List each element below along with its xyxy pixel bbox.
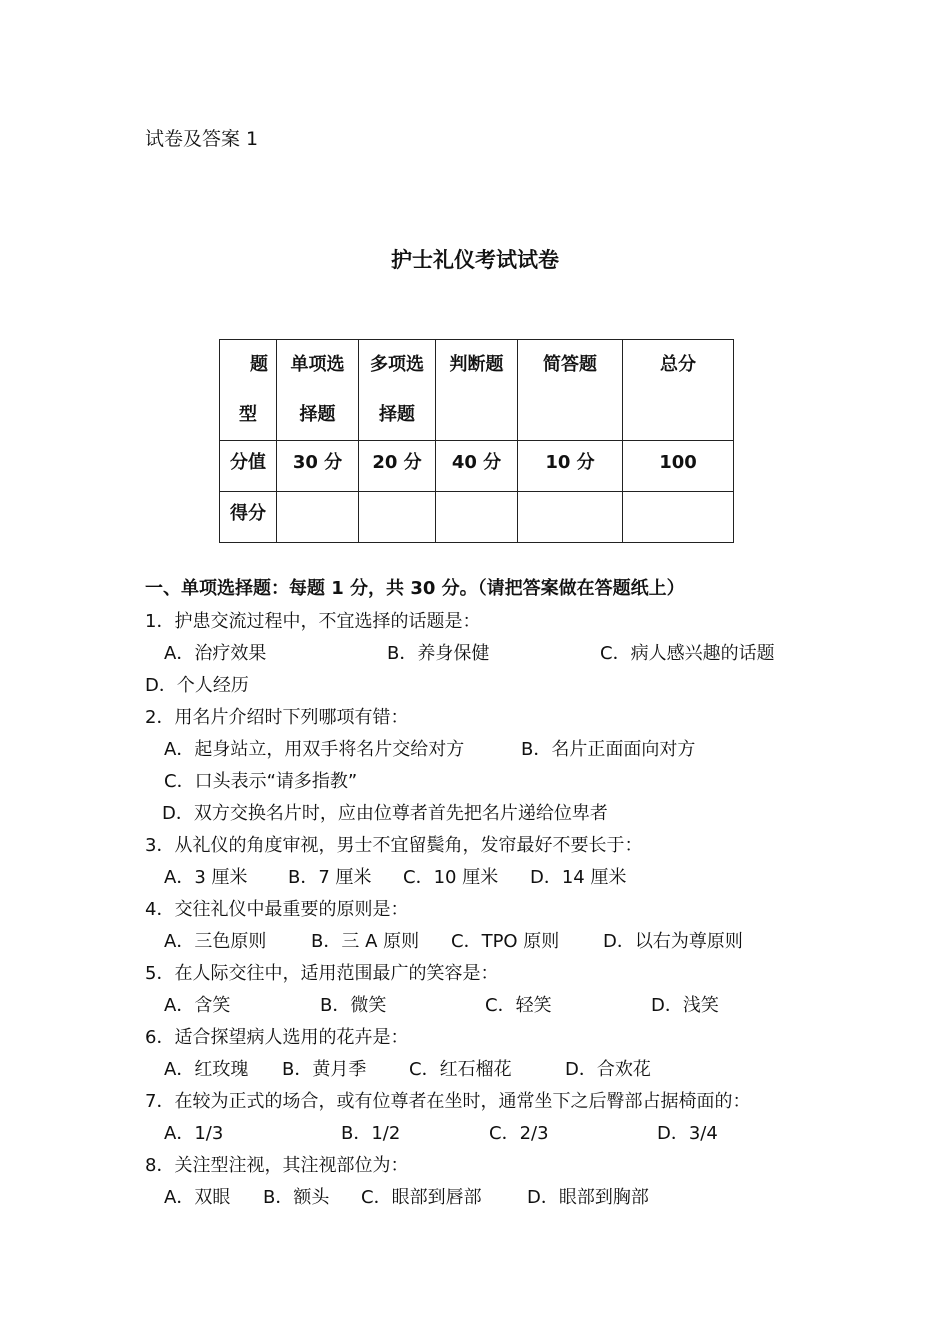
question-1-option-b: B．养身保健 <box>387 643 490 664</box>
question-7-option-b: B．1/2 <box>341 1123 401 1144</box>
question-2: 2．用名片介绍时下列哪项有错： <box>145 707 409 728</box>
question-2-option-c: C．口头表示“请多指教” <box>164 771 358 792</box>
header-text: 型 <box>239 404 257 425</box>
table-cell-blank[interactable] <box>359 492 436 543</box>
header-text: 题 <box>250 354 268 375</box>
table-cell-blank[interactable] <box>623 492 734 543</box>
header-cell-short-answer <box>518 340 623 441</box>
question-2-option-a: A．起身站立，用双手将名片交给对方 <box>164 739 465 760</box>
header-text: 总分 <box>660 354 696 375</box>
table-cell: 20 分 <box>359 441 436 492</box>
score-table <box>219 339 734 543</box>
question-3-option-b: B．7 厘米 <box>288 867 372 888</box>
question-1-option-c: C．病人感兴趣的话题 <box>600 643 775 664</box>
header-cell-true-false <box>436 340 518 441</box>
table-cell: 100 <box>623 441 734 492</box>
question-6-option-a: A．红玫瑰 <box>164 1059 249 1080</box>
question-8-option-b: B．额头 <box>263 1187 330 1208</box>
header-cell-multi-choice <box>359 340 436 441</box>
table-cell: 40 分 <box>436 441 518 492</box>
header-text: 择题 <box>299 404 336 425</box>
question-5-option-d: D．浅笑 <box>651 995 719 1016</box>
table-cell: 10 分 <box>518 441 623 492</box>
question-1-option-a: A．治疗效果 <box>164 643 267 664</box>
question-8-option-c: C．眼部到唇部 <box>361 1187 482 1208</box>
header-text: 择题 <box>379 404 415 425</box>
table-cell-blank[interactable] <box>436 492 518 543</box>
question-8: 8．关注型注视，其注视部位为： <box>145 1155 409 1176</box>
question-7-option-d: D．3/4 <box>657 1123 718 1144</box>
question-6: 6．适合探望病人选用的花卉是： <box>145 1027 409 1048</box>
question-3-option-c: C．10 厘米 <box>403 867 499 888</box>
question-4-option-b: B．三 A 原则 <box>311 931 420 952</box>
question-4-option-c: C．TPO 原则 <box>451 931 560 952</box>
question-7: 7．在较为正式的场合，或有位尊者在坐时，通常坐下之后臀部占据椅面的： <box>145 1091 751 1112</box>
table-cell-blank[interactable] <box>277 492 359 543</box>
header-text: 简答题 <box>543 354 597 375</box>
table-cell-blank[interactable] <box>518 492 623 543</box>
question-6-option-d: D．合欢花 <box>565 1059 651 1080</box>
header-text: 单项选 <box>290 354 345 375</box>
question-5-option-b: B．微笑 <box>320 995 387 1016</box>
question-4-option-d: D．以右为尊原则 <box>603 931 743 952</box>
question-6-option-b: B．黄月季 <box>282 1059 367 1080</box>
question-8-option-a: A．双眼 <box>164 1187 231 1208</box>
header-text: 多项选 <box>370 354 424 375</box>
question-3-option-d: D．14 厘米 <box>530 867 627 888</box>
question-4-option-a: A．三色原则 <box>164 931 267 952</box>
question-2-option-b: B．名片正面面向对方 <box>521 739 696 760</box>
question-1: 1．护患交流过程中，不宜选择的话题是： <box>145 611 481 632</box>
table-cell: 分值 <box>220 441 277 492</box>
header-cell-total <box>623 340 734 441</box>
question-6-option-c: C．红石榴花 <box>409 1059 512 1080</box>
question-4: 4．交往礼仪中最重要的原则是： <box>145 899 409 920</box>
question-2-option-d: D．双方交换名片时，应由位尊者首先把名片递给位卑者 <box>162 803 608 824</box>
section-heading: 一、单项选择题：每题 1 分，共 30 分。（请把答案做在答题纸上） <box>145 578 685 599</box>
table-row-points <box>220 441 734 492</box>
question-3-option-a: A．3 厘米 <box>164 867 248 888</box>
question-5: 5．在人际交往中，适用范围最广的笑容是： <box>145 963 499 984</box>
question-5-option-a: A．含笑 <box>164 995 231 1016</box>
question-7-option-a: A．1/3 <box>164 1123 224 1144</box>
page-title: 护士礼仪考试试卷 <box>391 248 559 272</box>
header-cell-single-choice <box>277 340 359 441</box>
table-cell: 得分 <box>220 492 277 543</box>
table-cell: 30 分 <box>277 441 359 492</box>
question-1-option-d: D．个人经历 <box>145 675 249 696</box>
question-8-option-d: D．眼部到胸部 <box>527 1187 649 1208</box>
question-5-option-c: C．轻笑 <box>485 995 552 1016</box>
table-row-score <box>220 492 734 543</box>
header-cell-type <box>220 340 277 441</box>
header-label: 试卷及答案 1 <box>145 128 259 150</box>
header-text: 判断题 <box>449 354 504 375</box>
question-7-option-c: C．2/3 <box>489 1123 549 1144</box>
table-header-row <box>220 340 734 441</box>
question-3: 3．从礼仪的角度审视，男士不宜留鬓角，发帘最好不要长于： <box>145 835 643 856</box>
